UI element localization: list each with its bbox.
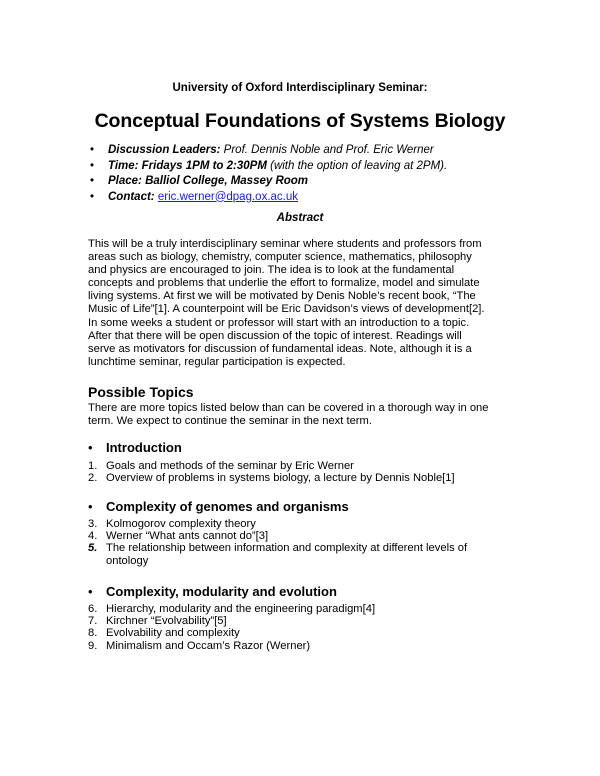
abstract-body — [88, 238, 524, 369]
info-item-place — [88, 174, 558, 190]
bullet-icon: • — [90, 190, 95, 203]
topic-text: Overview of problems in systems biology, a lecture by Dennis Noble[1] — [106, 472, 455, 485]
topic-list — [88, 518, 467, 567]
info-item-leaders — [88, 143, 558, 159]
abstract-line: After that there will be open discussion of the topic of interest. Readings will — [88, 329, 462, 342]
info-text: Prof. Dennis Noble and Prof. Eric Werner — [220, 144, 434, 156]
topic-number: 5. — [88, 542, 98, 555]
seminar-info-list — [88, 143, 558, 205]
topic-item — [88, 460, 455, 472]
info-label: Discussion Leaders: — [108, 144, 221, 156]
topic-number: 7. — [88, 615, 98, 628]
abstract-line: and physics are encouraged to join. The idea is to look at the fundamental — [88, 264, 455, 277]
abstract-line: concepts and problems that underlie the effort to formalize, model and simulate — [88, 277, 480, 290]
info-item-contact — [88, 190, 558, 206]
topic-number: 4. — [88, 530, 98, 543]
topics-intro-line: term. We expect to continue the seminar in the next term. — [88, 415, 372, 428]
section-title: Complexity of genomes and organisms — [106, 499, 349, 514]
abstract-line: serve as motivators for discussion of fundamental ideas. Note, although it is a — [88, 342, 472, 355]
topic-text-continued: ontology — [106, 554, 149, 567]
section-heading — [88, 440, 182, 455]
bullet-icon: • — [88, 440, 93, 455]
abstract-line: living systems. At first we will be motivated by Denis Noble’s recent book, “The — [88, 290, 476, 303]
page-title: Conceptual Foundations of Systems Biology — [94, 110, 506, 132]
topic-text: Kolmogorov complexity theory — [106, 518, 256, 530]
bullet-icon: • — [90, 175, 95, 187]
abstract-line: areas such as biology, chemistry, computer science, mathematics, philosophy — [88, 251, 472, 264]
topic-item — [88, 530, 467, 542]
topic-number: 2. — [88, 472, 98, 485]
topic-item — [88, 542, 467, 566]
section-heading — [88, 499, 349, 514]
topic-text: Minimalism and Occam’s Razor (Werner) — [106, 639, 311, 652]
topic-list — [88, 603, 375, 652]
topic-item — [88, 615, 375, 627]
bullet-icon: • — [88, 584, 93, 599]
topic-item — [88, 603, 375, 615]
topic-text: Hierarchy, modularity and the engineering paradigm[4] — [106, 603, 376, 615]
topic-text: Kirchner “Evolvability”[5] — [106, 615, 227, 628]
bullet-icon: • — [88, 499, 93, 514]
abstract-heading: Abstract — [276, 212, 324, 224]
section-title: Complexity, modularity and evolution — [106, 584, 337, 599]
topic-number: 3. — [88, 518, 98, 530]
topic-item — [88, 472, 455, 484]
topic-number: 1. — [88, 460, 98, 472]
topics-heading: Possible Topics — [88, 384, 194, 400]
bullet-icon: • — [90, 144, 95, 156]
info-label: Place: Balliol College, Massey Room — [108, 175, 309, 187]
topic-number: 6. — [88, 603, 98, 615]
abstract-line: In some weeks a student or professor will start with an introduction to a topic. — [88, 316, 470, 329]
topic-text: The relationship between information and complexity at different levels of — [106, 542, 468, 555]
topic-item — [88, 518, 467, 530]
topic-item — [88, 640, 375, 652]
topic-item — [88, 627, 375, 639]
topic-number: 8. — [88, 627, 98, 640]
topic-text: Goals and methods of the seminar by Eric Werner — [106, 460, 354, 472]
info-label: Time: Fridays 1PM to 2:30PM — [108, 159, 267, 172]
abstract-line: Music of Life”[1]. A counterpoint will be Eric Davidson’s views of development[2]. — [88, 303, 485, 316]
abstract-line: This will be a truly interdisciplinary seminar where students and professors from — [88, 238, 482, 250]
topic-text: Evolvability and complexity — [106, 627, 240, 640]
topic-number: 9. — [88, 639, 98, 652]
topics-intro — [88, 402, 489, 428]
topic-text: Werner “What ants cannot do”[3] — [106, 530, 269, 543]
abstract-line: lunchtime seminar, regular participation is expected. — [88, 355, 346, 368]
topics-intro-line: There are more topics listed below than can be covered in a thorough way in one — [88, 402, 489, 414]
contact-email-link[interactable]: eric.werner@dpag.ox.ac.uk — [157, 190, 298, 203]
info-label: Contact: — [108, 190, 155, 203]
section-heading — [88, 584, 337, 599]
info-item-time — [88, 159, 558, 175]
seminar-kicker: University of Oxford Interdisciplinary Seminar: — [172, 82, 428, 94]
info-text: (with the option of leaving at 2PM). — [266, 159, 448, 172]
bullet-icon: • — [90, 159, 95, 172]
topic-list — [88, 460, 455, 484]
section-title: Introduction — [106, 440, 182, 455]
